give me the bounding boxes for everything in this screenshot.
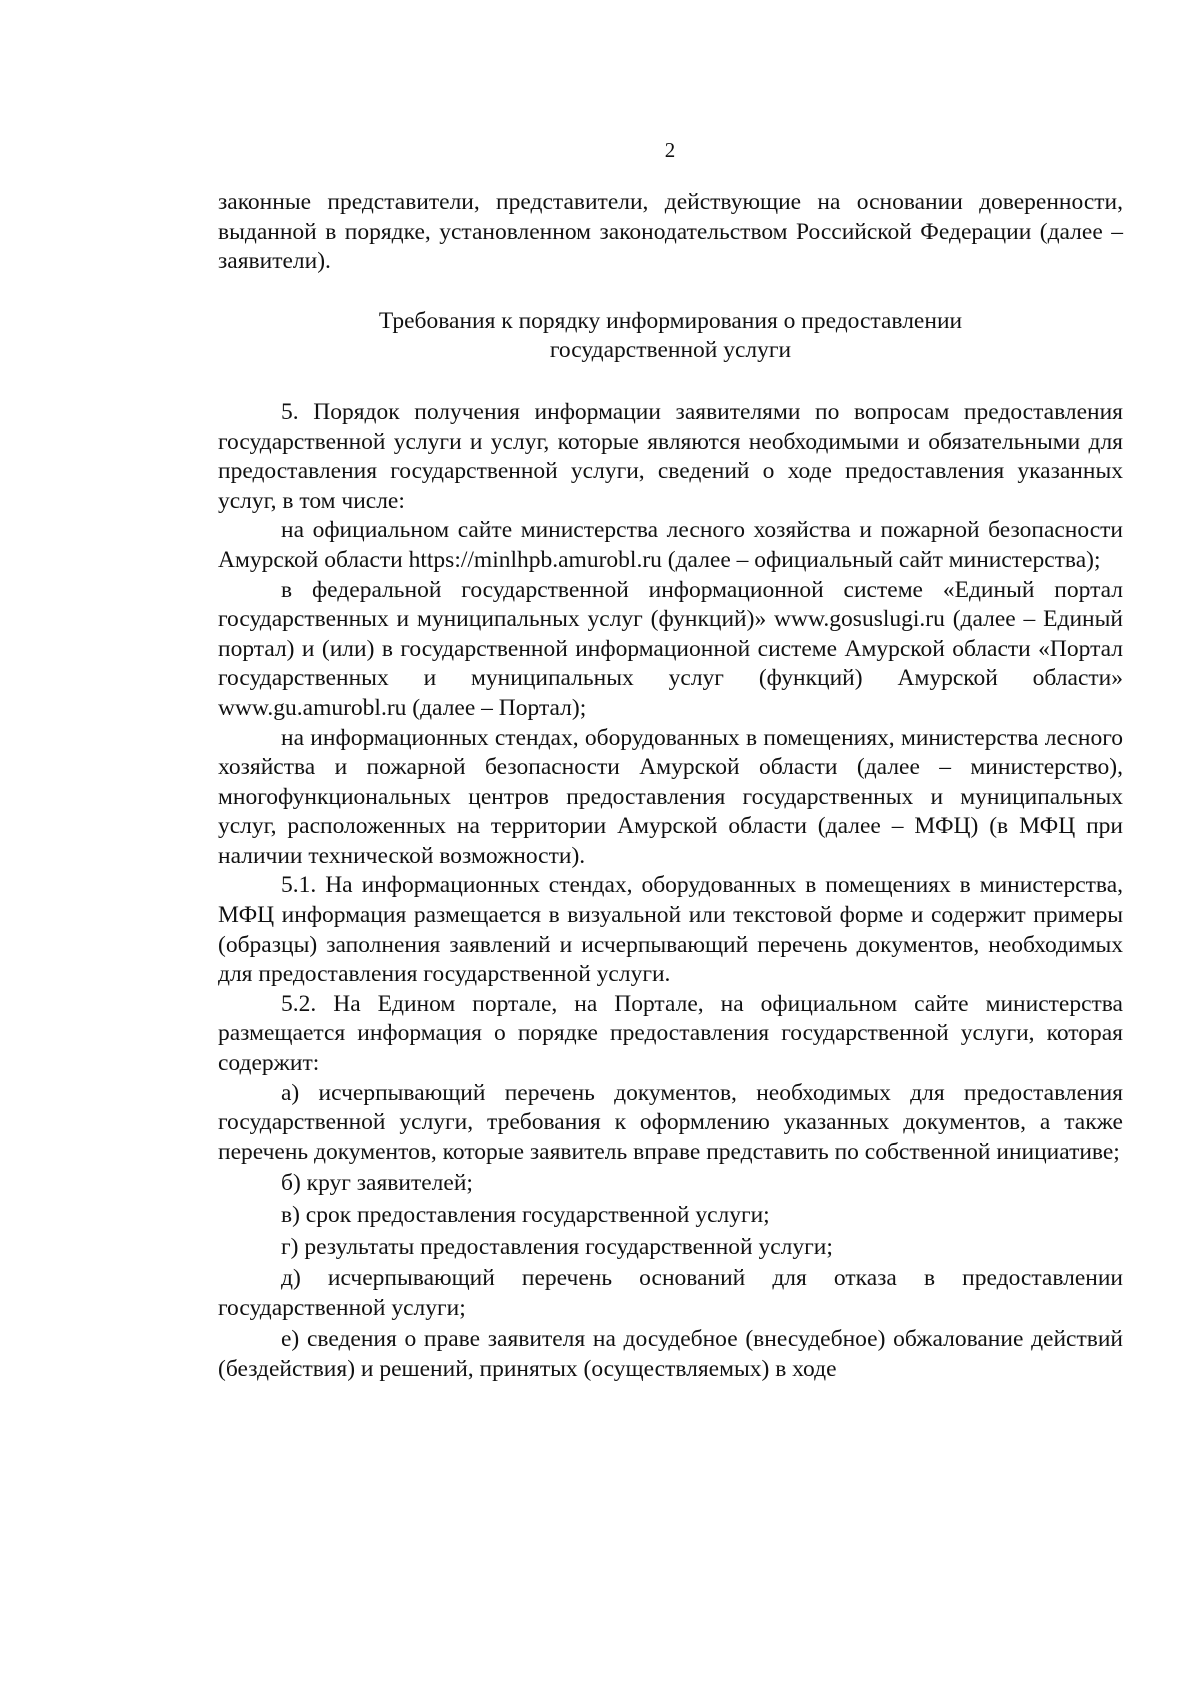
paragraph-5-info-stands: на информационных стендах, оборудованных в помещениях, министерства лесного хозяйства и пожарной безопасности Амурской области (далее – министерство), многофункциональных центров предоставления государственных и муниципальных услуг, расположенных на территории Амурской области (далее – МФЦ) (в МФЦ при наличии технической возможности). — [218, 724, 1123, 869]
intro-paragraph: законные представители, представители, действующие на основании доверенности, выданной в порядке, установленном законодательством Российской Федерации (далее – заявители). — [218, 189, 1123, 275]
paragraph-5-information-systems: в федеральной государственной информационной системе «Единый портал государственных и муниципальных услуг (функций)» www.gosuslugi.ru (далее – Единый портал) и (или) в государственной информационной системе Амурской области «Портал государственных и муниципальных услуг (функций) Амурской области» www.gu.amurobl.ru (далее – Портал); — [218, 576, 1123, 721]
paragraph-5-official-site: на официальном сайте министерства лесного хозяйства и пожарной безопасности Амурской области https://minlhpb.amurobl.ru (далее – официальный сайт министерства); — [218, 517, 1123, 573]
list-item-b: б) круг заявителей; — [281, 1170, 473, 1197]
section-heading — [218, 307, 1123, 366]
paragraph-5-1: 5.1. На информационных стендах, оборудованных в помещениях в министерства, МФЦ информация размещается в визуальной или текстовой форме и содержит примеры (образцы) заполнения заявлений и исчерпывающий перечень документов, необходимых для предоставления государственной услуги. — [218, 872, 1123, 988]
list-item-v: в) срок предоставления государственной услуги; — [281, 1202, 770, 1228]
list-item-g: г) результаты предоставления государственной услуги; — [281, 1233, 833, 1260]
paragraph-5-2: 5.2. На Едином портале, на Портале, на официальном сайте министерства размещается информация о порядке предоставления государственной услуги, которая содержит: — [218, 990, 1123, 1077]
section-heading-line-1: Требования к порядку информирования о предоставлении — [378, 307, 963, 334]
section-heading-line-2: государственной услуги — [549, 337, 792, 364]
list-item-a: а) исчерпывающий перечень документов, необходимых для предоставления государственной услуги, требования к оформлению указанных документов, а также перечень документов, которые заявитель вправе представить по собственной инициативе; — [218, 1079, 1123, 1165]
list-item-e: е) сведения о праве заявителя на досудебное (внесудебное) обжалование действий (бездействия) и решений, принятых (осуществляемых) в ходе — [218, 1326, 1123, 1382]
list-item-d: д) исчерпывающий перечень оснований для отказа в предоставлении государственной услуги; — [218, 1265, 1123, 1321]
document-body — [218, 188, 1123, 1385]
paragraph-5: 5. Порядок получения информации заявителями по вопросам предоставления государственной услуги и услуг, которые являются необходимыми и обязательными для предоставления государственной услуги, сведений о ходе предоставления указанных услуг, в том числе: — [218, 398, 1123, 514]
page-number: 2 — [664, 138, 676, 162]
